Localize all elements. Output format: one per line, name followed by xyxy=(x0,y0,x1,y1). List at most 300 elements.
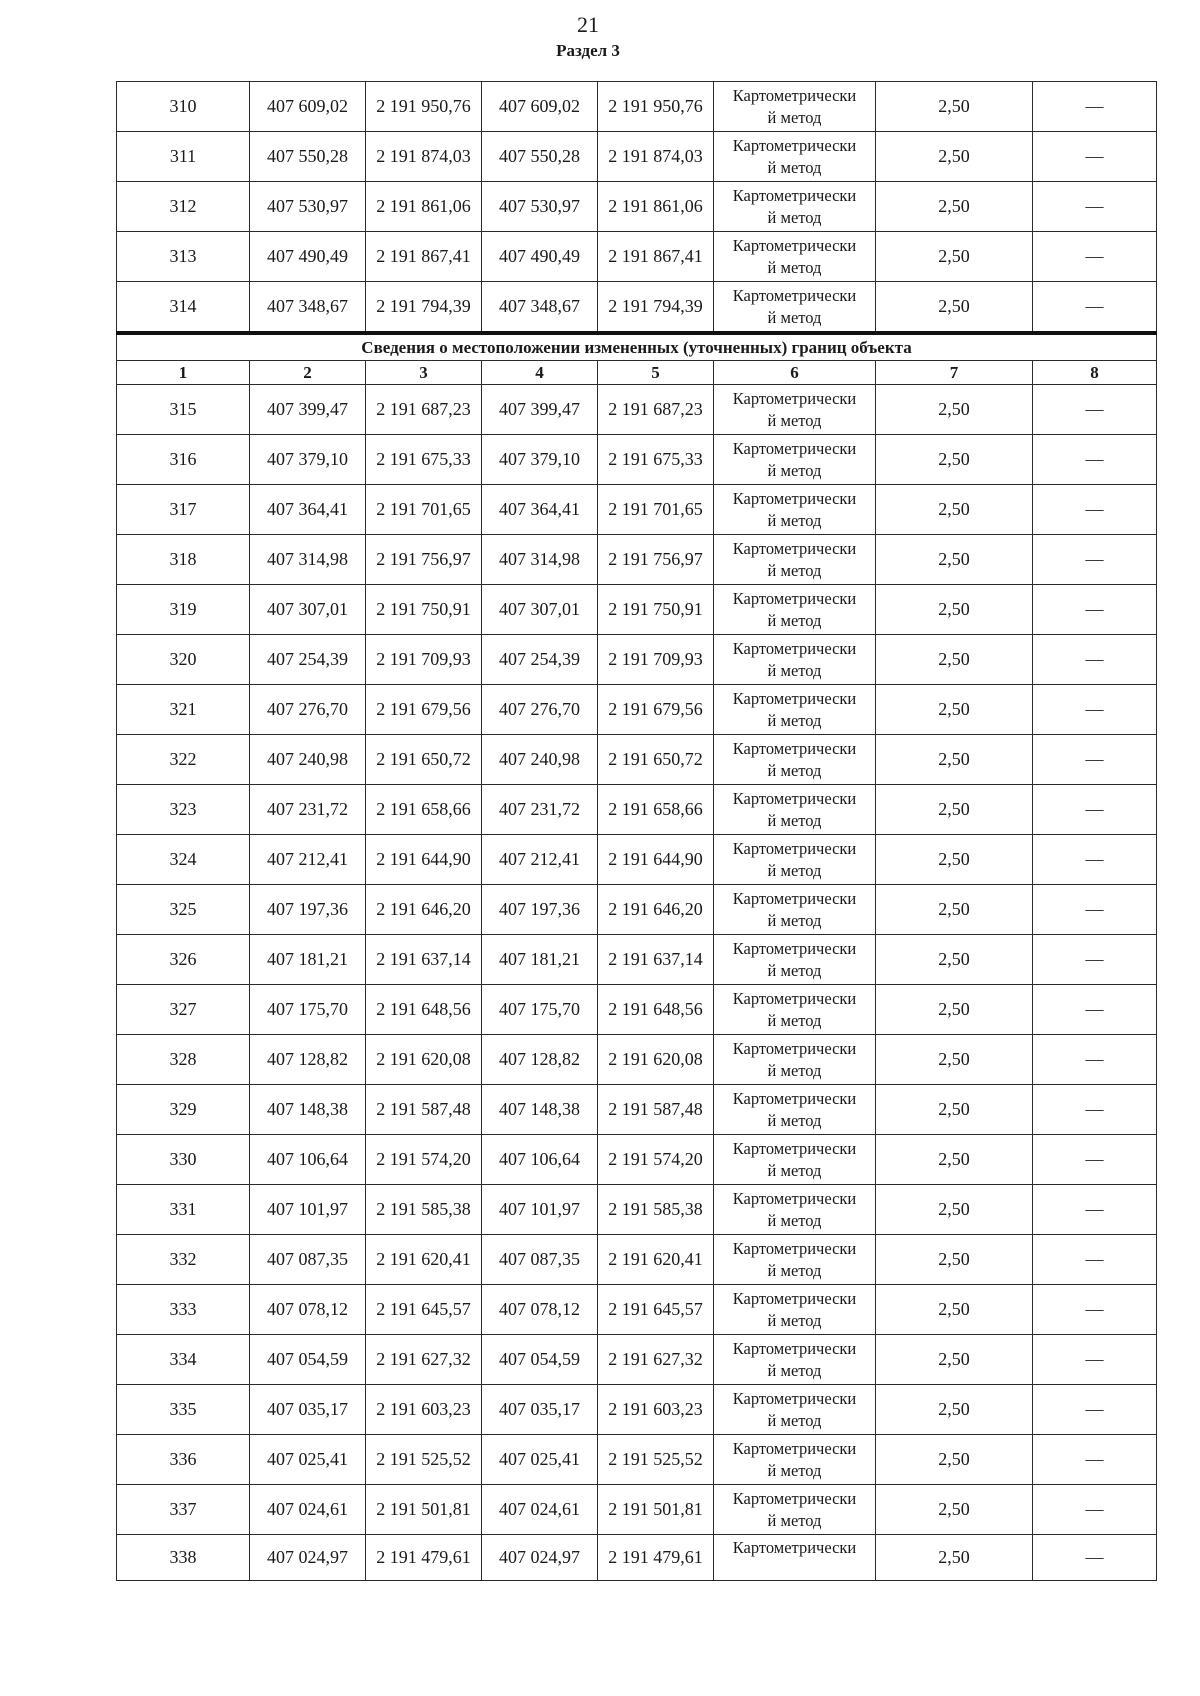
existing-y: 2 191 479,61 xyxy=(366,1535,482,1581)
refined-x: 407 314,98 xyxy=(482,535,598,585)
method-text: Картометрически xyxy=(732,1488,857,1508)
existing-x: 407 024,97 xyxy=(250,1535,366,1581)
existing-x: 407 307,01 xyxy=(250,585,366,635)
coordinates-table xyxy=(116,81,1157,1581)
refined-y: 2 191 501,81 xyxy=(598,1485,714,1535)
accuracy: 2,50 xyxy=(876,182,1033,232)
description: — xyxy=(1033,735,1157,785)
point-number: 331 xyxy=(117,1185,250,1235)
description: — xyxy=(1033,635,1157,685)
accuracy: 2,50 xyxy=(876,685,1033,735)
refined-y: 2 191 479,61 xyxy=(598,1535,714,1581)
existing-y: 2 191 679,56 xyxy=(366,685,482,735)
method xyxy=(714,1085,876,1135)
method xyxy=(714,535,876,585)
method-text: Картометрически xyxy=(732,1088,857,1108)
refined-x: 407 348,67 xyxy=(482,282,598,334)
description: — xyxy=(1033,1385,1157,1435)
refined-x: 407 035,17 xyxy=(482,1385,598,1435)
accuracy: 2,50 xyxy=(876,435,1033,485)
refined-x: 407 175,70 xyxy=(482,985,598,1035)
refined-y: 2 191 679,56 xyxy=(598,685,714,735)
accuracy: 2,50 xyxy=(876,935,1033,985)
existing-y: 2 191 950,76 xyxy=(366,82,482,132)
method-text-end: й метод xyxy=(767,1110,822,1130)
method-text: Картометрически xyxy=(732,1238,857,1258)
existing-x: 407 240,98 xyxy=(250,735,366,785)
method-text-end: й метод xyxy=(767,860,822,880)
method xyxy=(714,835,876,885)
method xyxy=(714,182,876,232)
existing-y: 2 191 646,20 xyxy=(366,885,482,935)
description: — xyxy=(1033,182,1157,232)
table-row xyxy=(117,1535,1157,1581)
refined-y: 2 191 658,66 xyxy=(598,785,714,835)
existing-y: 2 191 585,38 xyxy=(366,1185,482,1235)
method-text: Картометрически xyxy=(732,1038,857,1058)
existing-x: 407 276,70 xyxy=(250,685,366,735)
method-text: Картометрически xyxy=(732,938,857,958)
description: — xyxy=(1033,232,1157,282)
page-number: 21 xyxy=(577,12,599,37)
method xyxy=(714,685,876,735)
table-body-top xyxy=(117,82,1157,334)
method-text-end: й метод xyxy=(767,157,822,177)
existing-x: 407 148,38 xyxy=(250,1085,366,1135)
column-number: 8 xyxy=(1033,361,1157,385)
existing-y: 2 191 658,66 xyxy=(366,785,482,835)
existing-x: 407 212,41 xyxy=(250,835,366,885)
point-number: 320 xyxy=(117,635,250,685)
method xyxy=(714,785,876,835)
column-number: 7 xyxy=(876,361,1033,385)
refined-x: 407 101,97 xyxy=(482,1185,598,1235)
accuracy: 2,50 xyxy=(876,232,1033,282)
point-number: 330 xyxy=(117,1135,250,1185)
refined-y: 2 191 874,03 xyxy=(598,132,714,182)
refined-x: 407 212,41 xyxy=(482,835,598,885)
table-row xyxy=(117,1485,1157,1535)
refined-y: 2 191 687,23 xyxy=(598,385,714,435)
accuracy: 2,50 xyxy=(876,1035,1033,1085)
table-row xyxy=(117,635,1157,685)
method xyxy=(714,82,876,132)
description: — xyxy=(1033,1485,1157,1535)
existing-y: 2 191 587,48 xyxy=(366,1085,482,1135)
table-row xyxy=(117,735,1157,785)
refined-y: 2 191 603,23 xyxy=(598,1385,714,1435)
point-number: 322 xyxy=(117,735,250,785)
table-row xyxy=(117,1335,1157,1385)
existing-x: 407 087,35 xyxy=(250,1235,366,1285)
refined-y: 2 191 585,38 xyxy=(598,1185,714,1235)
description: — xyxy=(1033,1435,1157,1485)
method xyxy=(714,1435,876,1485)
accuracy: 2,50 xyxy=(876,385,1033,435)
description: — xyxy=(1033,935,1157,985)
table-row xyxy=(117,1285,1157,1335)
table-row xyxy=(117,1135,1157,1185)
existing-x: 407 254,39 xyxy=(250,635,366,685)
existing-x: 407 128,82 xyxy=(250,1035,366,1085)
method xyxy=(714,1335,876,1385)
refined-x: 407 399,47 xyxy=(482,385,598,435)
description: — xyxy=(1033,1135,1157,1185)
existing-y: 2 191 756,97 xyxy=(366,535,482,585)
refined-y: 2 191 867,41 xyxy=(598,232,714,282)
refined-x: 407 024,97 xyxy=(482,1535,598,1581)
section-heading-group xyxy=(117,333,1157,385)
existing-y: 2 191 637,14 xyxy=(366,935,482,985)
existing-x: 407 314,98 xyxy=(250,535,366,585)
table-row xyxy=(117,385,1157,435)
method xyxy=(714,1185,876,1235)
method-text-end: й метод xyxy=(767,1360,822,1380)
refined-x: 407 078,12 xyxy=(482,1285,598,1335)
existing-y: 2 191 627,32 xyxy=(366,1335,482,1385)
method-text: Картометрически xyxy=(732,788,857,808)
refined-x: 407 530,97 xyxy=(482,182,598,232)
refined-y: 2 191 627,32 xyxy=(598,1335,714,1385)
refined-y: 2 191 645,57 xyxy=(598,1285,714,1335)
point-number: 326 xyxy=(117,935,250,985)
method-text-end: й метод xyxy=(767,710,822,730)
table-row xyxy=(117,535,1157,585)
method-text-end: й метод xyxy=(767,307,822,327)
refined-y: 2 191 750,91 xyxy=(598,585,714,635)
method-text-end: й метод xyxy=(767,1010,822,1030)
method-text-end: й метод xyxy=(767,1060,822,1080)
method xyxy=(714,1135,876,1185)
table-row xyxy=(117,82,1157,132)
refined-x: 407 025,41 xyxy=(482,1435,598,1485)
description: — xyxy=(1033,885,1157,935)
method xyxy=(714,232,876,282)
description: — xyxy=(1033,985,1157,1035)
table-row xyxy=(117,1035,1157,1085)
existing-y: 2 191 709,93 xyxy=(366,635,482,685)
existing-y: 2 191 874,03 xyxy=(366,132,482,182)
column-number: 1 xyxy=(117,361,250,385)
existing-y: 2 191 645,57 xyxy=(366,1285,482,1335)
accuracy: 2,50 xyxy=(876,485,1033,535)
existing-y: 2 191 861,06 xyxy=(366,182,482,232)
method-text-end: й метод xyxy=(767,1210,822,1230)
refined-y: 2 191 637,14 xyxy=(598,935,714,985)
method-text: Картометрически xyxy=(732,1538,857,1557)
description: — xyxy=(1033,535,1157,585)
existing-x: 407 106,64 xyxy=(250,1135,366,1185)
accuracy: 2,50 xyxy=(876,885,1033,935)
accuracy: 2,50 xyxy=(876,1285,1033,1335)
existing-y: 2 191 620,41 xyxy=(366,1235,482,1285)
table-row xyxy=(117,485,1157,535)
refined-x: 407 364,41 xyxy=(482,485,598,535)
accuracy: 2,50 xyxy=(876,1385,1033,1435)
method-text-end: й метод xyxy=(767,1310,822,1330)
table-row xyxy=(117,935,1157,985)
point-number: 321 xyxy=(117,685,250,735)
refined-y: 2 191 574,20 xyxy=(598,1135,714,1185)
refined-y: 2 191 701,65 xyxy=(598,485,714,535)
method-text-end: й метод xyxy=(767,960,822,980)
refined-x: 407 231,72 xyxy=(482,785,598,835)
existing-y: 2 191 650,72 xyxy=(366,735,482,785)
existing-y: 2 191 794,39 xyxy=(366,282,482,334)
accuracy: 2,50 xyxy=(876,82,1033,132)
existing-y: 2 191 574,20 xyxy=(366,1135,482,1185)
description: — xyxy=(1033,685,1157,735)
method-text-end: й метод xyxy=(767,460,822,480)
point-number: 329 xyxy=(117,1085,250,1135)
point-number: 334 xyxy=(117,1335,250,1385)
table-row xyxy=(117,132,1157,182)
existing-x: 407 181,21 xyxy=(250,935,366,985)
description: — xyxy=(1033,585,1157,635)
method-text-end: й метод xyxy=(767,510,822,530)
method xyxy=(714,585,876,635)
accuracy: 2,50 xyxy=(876,1535,1033,1581)
method-text: Картометрически xyxy=(732,235,857,255)
accuracy: 2,50 xyxy=(876,585,1033,635)
refined-y: 2 191 620,08 xyxy=(598,1035,714,1085)
existing-y: 2 191 648,56 xyxy=(366,985,482,1035)
existing-y: 2 191 525,52 xyxy=(366,1435,482,1485)
method-text: Картометрически xyxy=(732,1138,857,1158)
refined-x: 407 276,70 xyxy=(482,685,598,735)
table-row xyxy=(117,182,1157,232)
existing-x: 407 025,41 xyxy=(250,1435,366,1485)
existing-y: 2 191 603,23 xyxy=(366,1385,482,1435)
method xyxy=(714,985,876,1035)
column-number: 4 xyxy=(482,361,598,385)
method-text: Картометрически xyxy=(732,488,857,508)
method-text: Картометрически xyxy=(732,1188,857,1208)
refined-x: 407 550,28 xyxy=(482,132,598,182)
existing-y: 2 191 501,81 xyxy=(366,1485,482,1535)
method-text-end: й метод xyxy=(767,1160,822,1180)
method xyxy=(714,1285,876,1335)
refined-x: 407 609,02 xyxy=(482,82,598,132)
refined-y: 2 191 646,20 xyxy=(598,885,714,935)
table-body-bottom xyxy=(117,385,1157,1535)
refined-x: 407 181,21 xyxy=(482,935,598,985)
method xyxy=(714,885,876,935)
method-text-end: й метод xyxy=(767,257,822,277)
column-number-row xyxy=(117,361,1157,385)
point-number: 319 xyxy=(117,585,250,635)
method-text-end: й метод xyxy=(767,1510,822,1530)
method-text: Картометрически xyxy=(732,738,857,758)
existing-x: 407 490,49 xyxy=(250,232,366,282)
accuracy: 2,50 xyxy=(876,1135,1033,1185)
point-number: 332 xyxy=(117,1235,250,1285)
existing-x: 407 024,61 xyxy=(250,1485,366,1535)
method-text: Картометрически xyxy=(732,438,857,458)
existing-y: 2 191 701,65 xyxy=(366,485,482,535)
method-text-end: й метод xyxy=(767,410,822,430)
description: — xyxy=(1033,835,1157,885)
accuracy: 2,50 xyxy=(876,1485,1033,1535)
description: — xyxy=(1033,385,1157,435)
accuracy: 2,50 xyxy=(876,282,1033,334)
column-number: 6 xyxy=(714,361,876,385)
existing-y: 2 191 750,91 xyxy=(366,585,482,635)
column-number: 5 xyxy=(598,361,714,385)
description: — xyxy=(1033,485,1157,535)
description: — xyxy=(1033,1535,1157,1581)
point-number: 328 xyxy=(117,1035,250,1085)
point-number: 318 xyxy=(117,535,250,585)
point-number: 327 xyxy=(117,985,250,1035)
table-row xyxy=(117,232,1157,282)
table-row xyxy=(117,835,1157,885)
method-text: Картометрически xyxy=(732,1438,857,1458)
method-text: Картометрически xyxy=(732,838,857,858)
accuracy: 2,50 xyxy=(876,535,1033,585)
method xyxy=(714,132,876,182)
point-number: 317 xyxy=(117,485,250,535)
refined-x: 407 024,61 xyxy=(482,1485,598,1535)
table-row xyxy=(117,885,1157,935)
method-text-end: й метод xyxy=(767,760,822,780)
table-row xyxy=(117,985,1157,1035)
table-row xyxy=(117,1085,1157,1135)
point-number: 337 xyxy=(117,1485,250,1535)
point-number: 313 xyxy=(117,232,250,282)
accuracy: 2,50 xyxy=(876,1185,1033,1235)
point-number: 310 xyxy=(117,82,250,132)
description: — xyxy=(1033,1285,1157,1335)
method-text: Картометрически xyxy=(732,1388,857,1408)
refined-x: 407 087,35 xyxy=(482,1235,598,1285)
accuracy: 2,50 xyxy=(876,735,1033,785)
refined-y: 2 191 756,97 xyxy=(598,535,714,585)
refined-y: 2 191 709,93 xyxy=(598,635,714,685)
refined-x: 407 197,36 xyxy=(482,885,598,935)
accuracy: 2,50 xyxy=(876,1085,1033,1135)
method-text: Картометрически xyxy=(732,638,857,658)
accuracy: 2,50 xyxy=(876,635,1033,685)
existing-x: 407 175,70 xyxy=(250,985,366,1035)
method-text-end: й метод xyxy=(767,107,822,127)
method-text-end: й метод xyxy=(767,660,822,680)
refined-y: 2 191 950,76 xyxy=(598,82,714,132)
method xyxy=(714,385,876,435)
refined-y: 2 191 650,72 xyxy=(598,735,714,785)
refined-x: 407 148,38 xyxy=(482,1085,598,1135)
point-number: 315 xyxy=(117,385,250,435)
method xyxy=(714,1385,876,1435)
refined-x: 407 128,82 xyxy=(482,1035,598,1085)
description: — xyxy=(1033,282,1157,334)
existing-x: 407 609,02 xyxy=(250,82,366,132)
existing-x: 407 035,17 xyxy=(250,1385,366,1435)
existing-x: 407 379,10 xyxy=(250,435,366,485)
description: — xyxy=(1033,785,1157,835)
method-text-end: й метод xyxy=(767,1260,822,1280)
method-text-end: й метод xyxy=(767,610,822,630)
table-row xyxy=(117,1385,1157,1435)
existing-x: 407 364,41 xyxy=(250,485,366,535)
table-row xyxy=(117,435,1157,485)
point-number: 325 xyxy=(117,885,250,935)
refined-y: 2 191 675,33 xyxy=(598,435,714,485)
method-text-end: й метод xyxy=(767,910,822,930)
description: — xyxy=(1033,1335,1157,1385)
accuracy: 2,50 xyxy=(876,1435,1033,1485)
method xyxy=(714,1235,876,1285)
method xyxy=(714,735,876,785)
section-title: Раздел 3 xyxy=(556,41,620,60)
table-row xyxy=(117,1185,1157,1235)
section-heading-row xyxy=(117,333,1157,361)
existing-y: 2 191 675,33 xyxy=(366,435,482,485)
method-text: Картометрически xyxy=(732,888,857,908)
accuracy: 2,50 xyxy=(876,1235,1033,1285)
refined-y: 2 191 648,56 xyxy=(598,985,714,1035)
method xyxy=(714,1535,876,1581)
existing-x: 407 399,47 xyxy=(250,385,366,435)
existing-y: 2 191 620,08 xyxy=(366,1035,482,1085)
table-row xyxy=(117,785,1157,835)
table-row xyxy=(117,585,1157,635)
point-number: 323 xyxy=(117,785,250,835)
refined-y: 2 191 861,06 xyxy=(598,182,714,232)
refined-y: 2 191 587,48 xyxy=(598,1085,714,1135)
method xyxy=(714,635,876,685)
point-number: 314 xyxy=(117,282,250,334)
section-heading: Сведения о местоположении измененных (уточненных) границ объекта xyxy=(117,333,1157,361)
method-text-end: й метод xyxy=(767,810,822,830)
refined-y: 2 191 644,90 xyxy=(598,835,714,885)
refined-x: 407 379,10 xyxy=(482,435,598,485)
refined-y: 2 191 794,39 xyxy=(598,282,714,334)
refined-x: 407 054,59 xyxy=(482,1335,598,1385)
description: — xyxy=(1033,435,1157,485)
description: — xyxy=(1033,1085,1157,1135)
refined-x: 407 254,39 xyxy=(482,635,598,685)
accuracy: 2,50 xyxy=(876,132,1033,182)
refined-x: 407 490,49 xyxy=(482,232,598,282)
point-number: 338 xyxy=(117,1535,250,1581)
method-text: Картометрически xyxy=(732,538,857,558)
method-text-end: й метод xyxy=(767,1410,822,1430)
method-text: Картометрически xyxy=(732,688,857,708)
method-text-end: й метод xyxy=(767,1460,822,1480)
description: — xyxy=(1033,82,1157,132)
method-text: Картометрически xyxy=(732,185,857,205)
method-text: Картометрически xyxy=(732,988,857,1008)
method xyxy=(714,485,876,535)
existing-x: 407 054,59 xyxy=(250,1335,366,1385)
method-text: Картометрически xyxy=(732,588,857,608)
table-row xyxy=(117,1235,1157,1285)
existing-x: 407 231,72 xyxy=(250,785,366,835)
accuracy: 2,50 xyxy=(876,785,1033,835)
existing-x: 407 530,97 xyxy=(250,182,366,232)
existing-x: 407 348,67 xyxy=(250,282,366,334)
method-text: Картометрически xyxy=(732,388,857,408)
method xyxy=(714,435,876,485)
table-row xyxy=(117,685,1157,735)
method xyxy=(714,282,876,334)
point-number: 333 xyxy=(117,1285,250,1335)
column-number: 3 xyxy=(366,361,482,385)
method-text-end: й метод xyxy=(767,560,822,580)
point-number: 311 xyxy=(117,132,250,182)
refined-x: 407 106,64 xyxy=(482,1135,598,1185)
